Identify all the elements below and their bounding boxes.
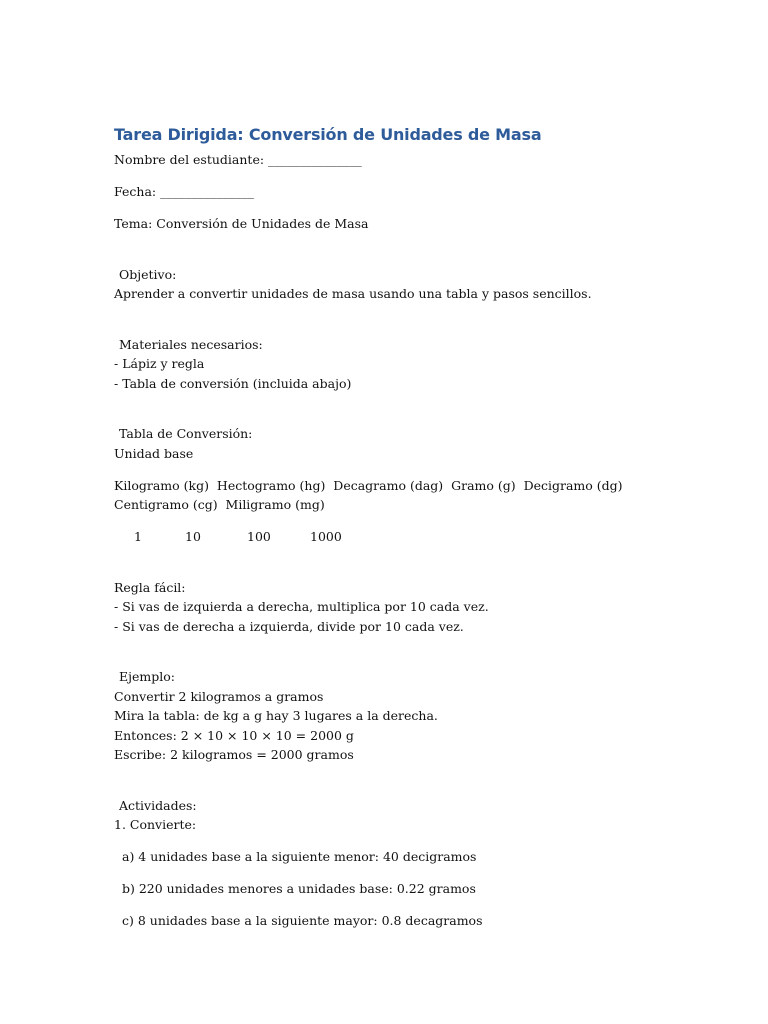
topic-line: Tema: Conversión de Unidades de Masa [114, 216, 369, 231]
rule-item: - Si vas de izquierda a derecha, multiplica por 10 cada vez. [114, 599, 489, 614]
table-base-label: Unidad base [114, 445, 194, 461]
materials-item: - Lápiz y regla [114, 356, 205, 371]
example-line: Escribe: 2 kilogramos = 2000 gramos [114, 747, 354, 762]
document-page [114, 124, 714, 931]
rule-heading: Regla fácil: [114, 579, 186, 595]
example-line: Entonces: 2 × 10 × 10 × 10 = 2000 g [114, 727, 354, 743]
materials-heading: Materiales necesarios: [119, 336, 263, 352]
student-name-line: Nombre del estudiante: _______________ [114, 152, 362, 167]
table-heading: Tabla de Conversión: [119, 426, 253, 441]
objective-heading: Objetivo: [119, 266, 177, 282]
table-value: 1000 [310, 529, 342, 544]
activities-subitem: a) 4 unidades base a la siguiente menor: 40 decigramos [122, 849, 477, 864]
example-line: Convertir 2 kilogramos a gramos [114, 688, 324, 704]
table-units-line: Centigramo (cg) Miligramo (mg) [114, 497, 325, 512]
objective-text: Aprender a convertir unidades de masa usando una tabla y pasos sencillos. [114, 286, 592, 301]
activities-subitem: c) 8 unidades base a la siguiente mayor: 0.8 decagramos [122, 913, 483, 928]
activities-subitem: b) 220 unidades menores a unidades base: 0.22 gramos [122, 881, 476, 896]
example-heading: Ejemplo: [119, 669, 175, 684]
activities-heading: Actividades: [119, 797, 197, 813]
document-title: Tarea Dirigida: Conversión de Unidades de Masa [114, 125, 542, 144]
table-value: 100 [247, 529, 271, 544]
materials-item: - Tabla de conversión (incluida abajo) [114, 375, 352, 391]
table-values-row [114, 527, 714, 547]
table-value: 1 [134, 529, 142, 544]
example-line: Mira la tabla: de kg a g hay 3 lugares a la derecha. [114, 708, 438, 723]
table-units-line: Kilogramo (kg) Hectogramo (hg) Decagramo (dag) Gramo (g) Decigramo (dg) [114, 477, 623, 493]
activities-item: 1. Convierte: [114, 817, 197, 832]
table-value: 10 [185, 529, 201, 544]
date-line: Fecha: _______________ [114, 184, 254, 199]
rule-item: - Si vas de derecha a izquierda, divide por 10 cada vez. [114, 618, 464, 634]
